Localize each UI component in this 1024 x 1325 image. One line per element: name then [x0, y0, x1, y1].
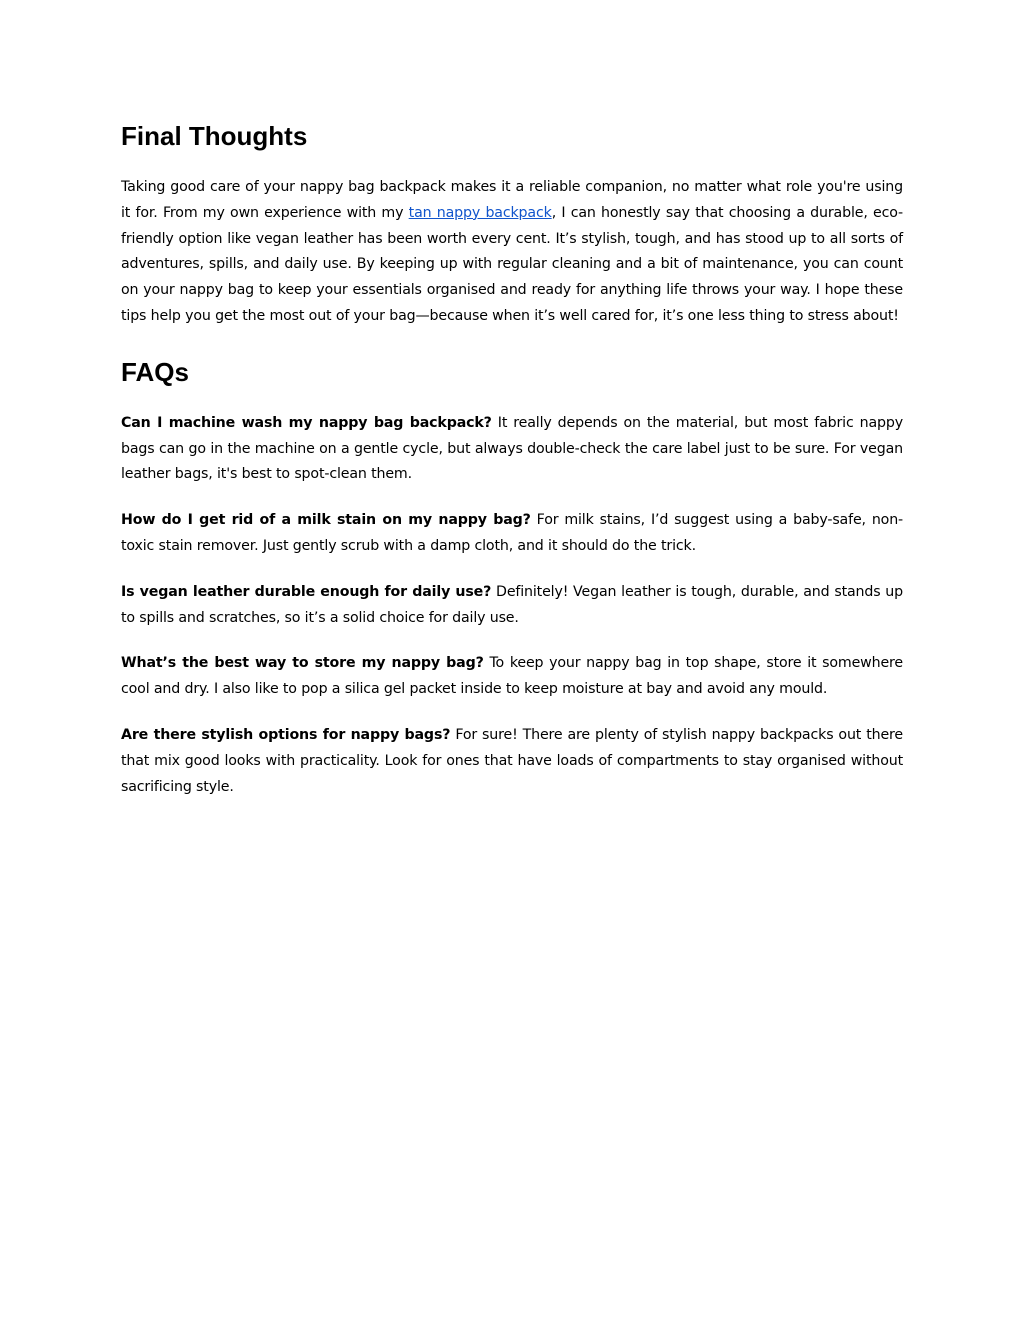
- faq-question: What’s the best way to store my nappy bag?: [121, 655, 484, 672]
- faq-question: Is vegan leather durable enough for daily use?: [121, 583, 492, 600]
- faq-answer: For milk stains, I’d suggest using a baby-safe, non-toxic stain remover. Just gently scrub with a damp cloth, and it should do the trick.: [121, 512, 904, 554]
- faq-item: [121, 411, 903, 488]
- final-thoughts-text-before-link: Taking good care of your nappy bag backpack makes it a reliable companion, no matter what role you're using it for. From my own experience with my: [121, 179, 903, 221]
- final-thoughts-text-after-link: , I can honestly say that choosing a durable, eco-friendly option like vegan leather has been worth every cent. It’s stylish, tough, and has stood up to all sorts of adventures, spills, and daily use. By keeping up with regular cleaning and a bit of maintenance, you can count on your nappy bag to keep your essentials organised and ready for anything life throws your way. I hope these tips help you get the most out of your bag—because when it’s well cared for, it’s one less thing to stress about!: [121, 204, 903, 324]
- faq-question: Can I machine wash my nappy bag backpack?: [121, 414, 492, 431]
- faq-item: [121, 580, 903, 632]
- faq-answer: It really depends on the material, but most fabric nappy bags can go in the machine on a gentle cycle, but always double-check the care label just to be sure. For vegan leather bags, it's best to spot-clean them.: [121, 414, 904, 483]
- faq-item: [121, 723, 903, 800]
- final-thoughts-heading: Final Thoughts: [121, 121, 308, 151]
- faq-item: [121, 508, 903, 560]
- faq-item: [121, 651, 903, 703]
- faq-question: Are there stylish options for nappy bags?: [121, 726, 451, 743]
- faq-question: How do I get rid of a milk stain on my nappy bag?: [121, 512, 531, 529]
- final-thoughts-paragraph: [121, 175, 903, 330]
- tan-nappy-backpack-link[interactable]: tan nappy backpack: [408, 204, 552, 221]
- faq-answer: Definitely! Vegan leather is tough, durable, and stands up to spills and scratches, so it’s a solid choice for daily use.: [121, 583, 903, 626]
- document-page: [121, 118, 903, 820]
- faq-answer: To keep your nappy bag in top shape, store it somewhere cool and dry. I also like to pop a silica gel packet inside to keep moisture at bay and avoid any mould.: [121, 655, 903, 698]
- faq-answer: For sure! There are plenty of stylish nappy backpacks out there that mix good looks with practicality. Look for ones that have loads of compartments to stay organised without sacrificing style.: [121, 726, 903, 795]
- faqs-heading: FAQs: [121, 356, 189, 387]
